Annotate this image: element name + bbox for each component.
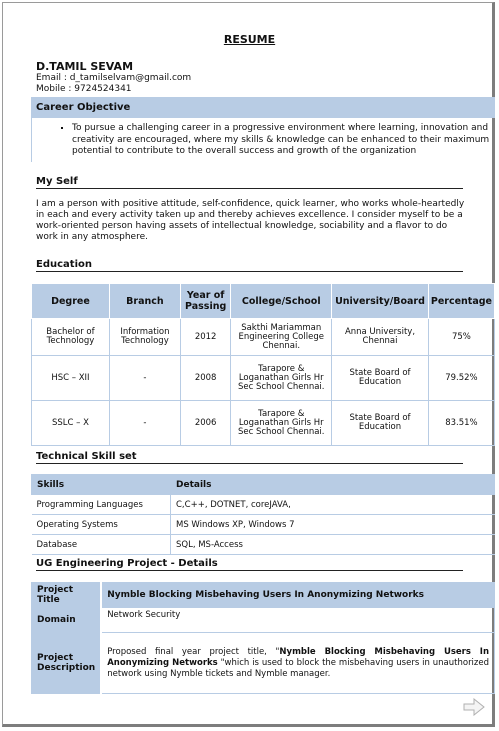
col-year: Year of Passing <box>180 284 230 319</box>
cell-university: Anna University, Chennai <box>332 319 429 356</box>
col-branch: Branch <box>109 284 180 319</box>
cell-degree: SSLC – X <box>32 401 110 446</box>
col-degree: Degree <box>32 284 110 319</box>
cell-percentage: 83.51% <box>428 401 494 446</box>
project-title-row <box>32 583 495 608</box>
cell-college: Tarapore & Loganathan Girls Hr Sec School Chennai. <box>231 401 332 446</box>
cell-branch: Information Technology <box>109 319 180 356</box>
my-self-heading: My Self <box>36 176 463 189</box>
project-heading: UG Engineering Project - Details <box>36 558 463 571</box>
project-domain-row <box>32 608 495 633</box>
cell-year: 2008 <box>180 356 230 401</box>
cell-skill: Database <box>32 535 171 555</box>
page-title: RESUME <box>223 33 276 46</box>
table-row <box>32 319 495 356</box>
table-row <box>32 495 495 515</box>
desc-bold: Nymble Blocking Misbehaving Users In Anonymizing Networks <box>107 646 490 668</box>
cell-college: Sakthi Mariamman Engineering College Chennai. <box>231 319 332 356</box>
project-title-label: Project Title <box>32 583 102 608</box>
my-self-text: I am a person with positive attitude, self-confidence, quick learner, who works whole-heartedly in each and every activity taken up and thereby achieves excellence. I consider myself to be a work-oriented person having assets of intellectual knowledge, sociability and a flavor to do work in any atmosphere. <box>36 199 465 242</box>
career-objective-bullet: ▪ To pursue a challenging career in a progressive environment where learning, innovation and creativity are encouraged, where my skills & knowledge can be enhanced to their maximum potential to contribute to the overall success and growth of the organization <box>72 123 496 158</box>
education-table <box>31 283 495 446</box>
education-heading: Education <box>36 259 463 272</box>
career-objective-heading: Career Objective <box>31 97 495 118</box>
skills-table <box>31 474 495 555</box>
table-row <box>32 535 495 555</box>
cell-degree: HSC – XII <box>32 356 110 401</box>
cell-year: 2006 <box>180 401 230 446</box>
project-description-row <box>32 633 495 694</box>
cell-skill: Programming Languages <box>32 495 171 515</box>
cell-college: Tarapore & Loganathan Girls Hr Sec School Chennai. <box>231 356 332 401</box>
table-row <box>32 356 495 401</box>
cell-degree: Bachelor of Technology <box>32 319 110 356</box>
cell-university: State Board of Education <box>332 356 429 401</box>
col-details: Details <box>171 475 495 495</box>
cell-detail: SQL, MS-Access <box>171 535 495 555</box>
candidate-name: D.TAMIL SEVAM <box>36 60 134 73</box>
cell-branch: - <box>109 401 180 446</box>
col-percentage: Percentage <box>428 284 494 319</box>
table-row <box>32 515 495 535</box>
career-objective-body <box>31 118 496 162</box>
col-skills: Skills <box>32 475 171 495</box>
cell-percentage: 75% <box>428 319 494 356</box>
cell-skill: Operating Systems <box>32 515 171 535</box>
email-line: Email : d_tamilselvam@gmail.com <box>36 73 192 83</box>
cell-detail: MS Windows XP, Windows 7 <box>171 515 495 535</box>
education-header-row <box>32 284 495 319</box>
desc-prefix: Proposed final year project title, " <box>107 646 280 657</box>
mobile-line: Mobile : 9724524341 <box>36 84 132 94</box>
col-college: College/School <box>231 284 332 319</box>
arrow-right-icon[interactable] <box>463 698 485 716</box>
skills-header-row <box>32 475 495 495</box>
technical-skills-heading: Technical Skill set <box>36 451 463 464</box>
desc-suffix: "which is used to block the misbehaving users in unauthorized network using Nymble tickets and Nymble manager. <box>107 657 490 679</box>
cell-percentage: 79.52% <box>428 356 494 401</box>
cell-university: State Board of Education <box>332 401 429 446</box>
cell-year: 2012 <box>180 319 230 356</box>
project-title-value: Nymble Blocking Misbehaving Users In Anonymizing Networks <box>101 583 494 608</box>
project-domain-value: Network Security <box>101 608 494 633</box>
col-university: University/Board <box>332 284 429 319</box>
cell-detail: C,C++, DOTNET, coreJAVA, <box>171 495 495 515</box>
project-description <box>101 633 494 694</box>
project-description-label: Project Description <box>32 633 102 694</box>
cell-branch: - <box>109 356 180 401</box>
project-table <box>31 582 495 694</box>
table-row <box>32 401 495 446</box>
project-domain-label: Domain <box>32 608 102 633</box>
